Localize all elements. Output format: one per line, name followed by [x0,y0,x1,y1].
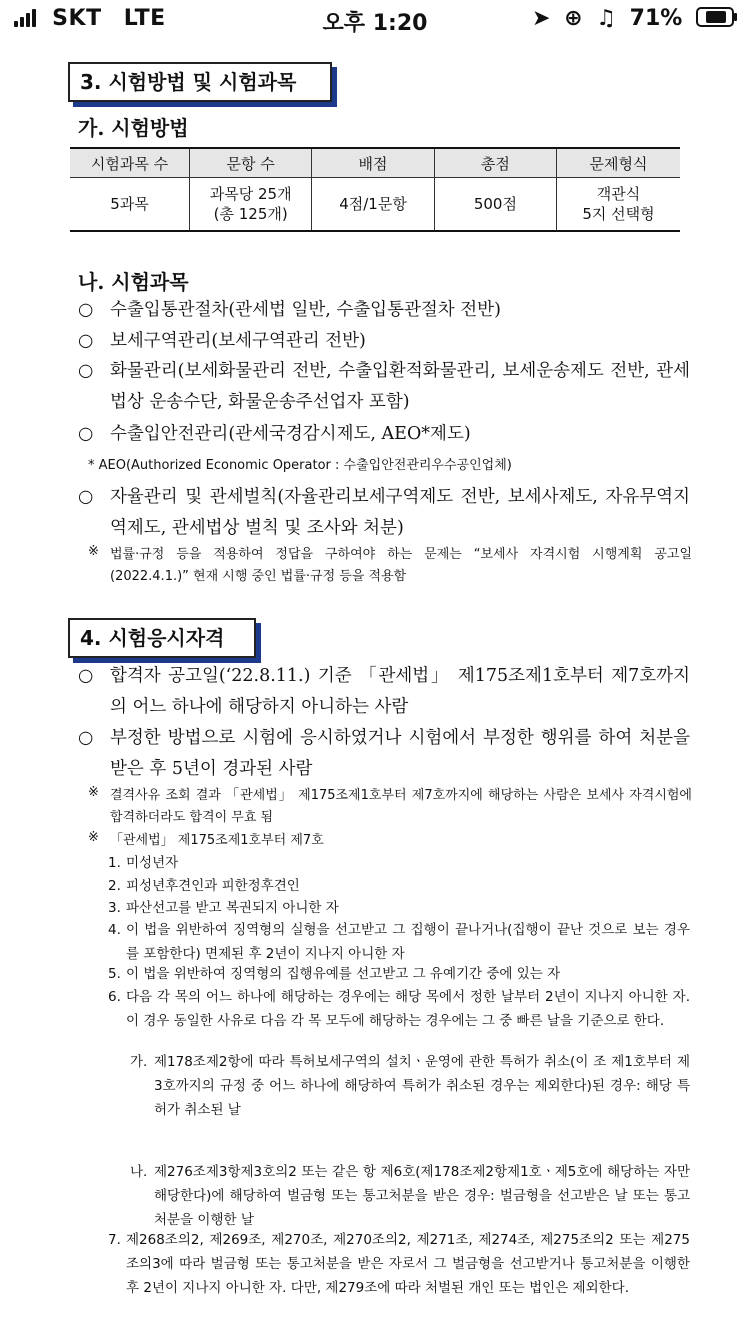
table-header: 배점 [312,148,434,178]
carrier: SKT [52,6,102,31]
list-item: ○ 수출입안전관리(관세국경감시제도, AEO*제도) [78,424,471,444]
table-cell: 객관식 5지 선택형 [557,178,680,232]
list-item: 5. 이 법을 위반하여 징역형의 집행유예를 선고받고 그 유예기간 중에 있는 자 [108,966,561,982]
section-4-title: 4. 시험응시자격 [68,618,256,658]
list-item: 1. 미성년자 [108,855,179,871]
list-item: 7. 제268조의2, 제269조, 제270조, 제270조의2, 제271조, 제274조, 제275조의2 또는 제275조의3에 따라 벌금형 또는 통고처분을 받은 자로서 그 벌금형을 선고받거나 통고처분을 이행한 후 2년이 지나지 아니한 자. 다만, 제279조에 따라 처벌된 개인 또는 법인은 제외한다. [108,1232,690,1296]
clock: 오후 1:20 [322,11,428,36]
aeo-footnote: * AEO(Authorized Economic Operator : 수출입안전관리우수공인업체) [88,458,512,473]
network-type: LTE [123,6,166,31]
list-item: ○ 합격자 공고일(‘22.8.11.) 기준 「관세법」 제175조제1호부터 제7호까지의 어느 하나에 해당하지 아니하는 사람 [78,666,690,717]
section-3-title: 3. 시험방법 및 시험과목 [68,62,332,102]
list-item: ○ 수출입통관절차(관세법 일반, 수출입통관절차 전반) [78,300,501,320]
disqualification-note: ※ 결격사유 조회 결과 「관세법」 제175조제1호부터 제7호까지에 해당하는 사람은 보세사 자격시험에 합격하더라도 합격이 무효 됨 [88,785,692,825]
sub-list-item: 나. 제276조제3항제3호의2 또는 같은 항 제6호(제178조제2항제1호ㆍ제5호에 해당하는 자만 해당한다)에 해당하여 벌금형 또는 통고처분을 받은 경우: 벌금형을 선고받은 날 또는 통고처분을 이행한 날 [130,1164,690,1228]
battery-percent: 71% [629,6,683,31]
table-cell: 5과목 [70,178,190,232]
law-application-note: ※ 법률·규정 등을 적용하여 정답을 구하여야 하는 문제는 “보세사 자격시험 시행계획 공고일 (2022.4.1.)” 현재 시행 중인 법률·규정 등을 적용함 [88,544,692,584]
table-cell: 과목당 25개 (총 125개) [190,178,312,232]
table-header: 시험과목 수 [70,148,190,178]
list-item: ○ 자율관리 및 관세벌칙(자율관리보세구역제도 전반, 보세사제도, 자유무역지역제도, 관세법상 벌칙 및 조사와 처분) [78,487,690,538]
location-icon: ➤ [532,6,551,31]
list-item: ○ 화물관리(보세화물관리 전반, 수출입환적화물관리, 보세운송제도 전반, 관세법상 운송수단, 화물운송주선업자 포함) [78,361,690,412]
table-cell: 4점/1문항 [312,178,434,232]
list-item: 3. 파산선고를 받고 복권되지 아니한 자 [108,900,339,916]
list-item: ○ 부정한 방법으로 시험에 응시하였거나 시험에서 부정한 행위를 하여 처분을 받은 후 5년이 경과된 사람 [78,728,690,779]
table-row [70,178,680,232]
sub-list-item: 가. 제178조제2항에 따라 특허보세구역의 설치ㆍ운영에 관한 특허가 취소(이 조 제1호부터 제3호까지의 규정 중 어느 하나에 해당하여 특허가 취소된 경우는 제외한다)된 경우: 해당 특허가 취소된 날 [130,1054,690,1118]
list-item: 4. 이 법을 위반하여 징역형의 실형을 선고받고 그 집행이 끝나거나(집행이 끝난 것으로 보는 경우를 포함한다) 면제된 후 2년이 지나지 아니한 자 [108,922,690,962]
orientation-lock-icon: ⊕ [564,6,583,31]
list-item: 2. 피성년후견인과 피한정후견인 [108,878,300,894]
table-cell: 500점 [434,178,556,232]
table-header-row [70,148,680,178]
list-item: ○ 보세구역관리(보세구역관리 전반) [78,331,366,351]
table-header: 총점 [434,148,556,178]
list-item: 6. 다음 각 목의 어느 하나에 해당하는 경우에는 해당 목에서 정한 날부터 2년이 지나지 아니한 자. 이 경우 동일한 사유로 다음 각 목 모두에 해당하는 경우에는 그 중 빠른 날을 기준으로 한다. [108,989,690,1029]
headphones-icon: ♫ [596,6,616,31]
subheading-exam-method: 가. 시험방법 [78,116,189,140]
table-header: 문제형식 [557,148,680,178]
exam-method-table [70,147,680,232]
subheading-exam-subjects: 나. 시험과목 [78,270,189,294]
table-header: 문항 수 [190,148,312,178]
law-reference-note: ※ 「관세법」 제175조제1호부터 제7호 [88,830,324,848]
